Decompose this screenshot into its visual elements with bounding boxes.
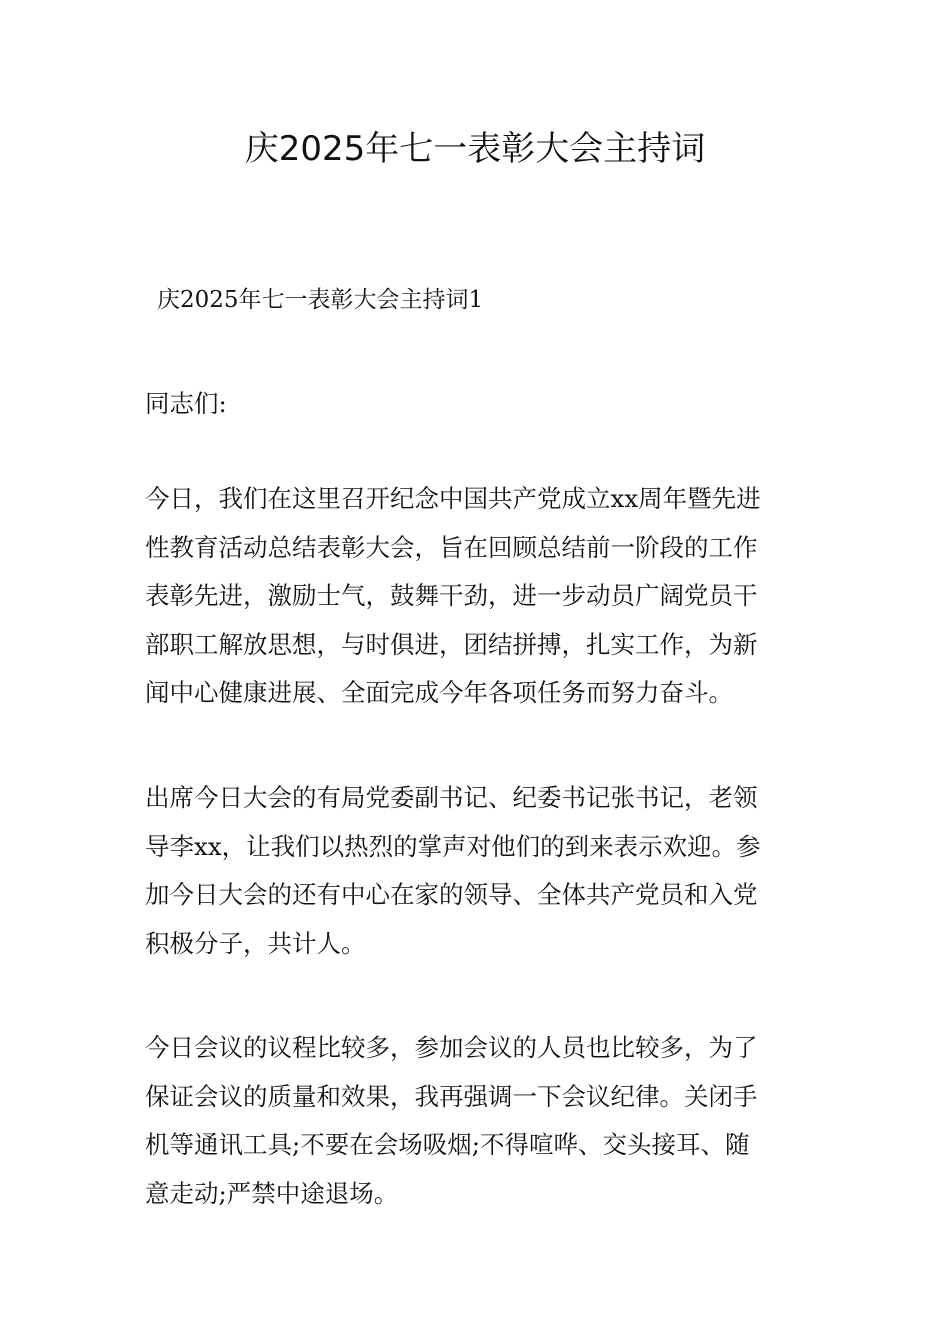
paragraph-line: 今日，我们在这里召开纪念中国共产党成立xx周年暨先进 bbox=[145, 484, 761, 513]
paragraph-line: 表彰先进，激励士气，鼓舞干劲，进一步动员广阔党员干 bbox=[145, 581, 758, 610]
paragraph-line: 性教育活动总结表彰大会，旨在回顾总结前一阶段的工作 bbox=[145, 532, 758, 562]
paragraph-line: 意走动;严禁中途退场。 bbox=[145, 1178, 399, 1208]
paragraph-line: 导李xx，让我们以热烈的掌声对他们的到来表示欢迎。参 bbox=[145, 831, 761, 861]
paragraph-2 bbox=[145, 774, 810, 968]
paragraph-line: 出席今日大会的有局党委副书记、纪委书记张书记，老领 bbox=[145, 783, 758, 812]
paragraph-line: 保证会议的质量和效果，我再强调一下会议纪律。关闭手 bbox=[145, 1081, 758, 1111]
section-subtitle: 庆2025年七一表彰大会主持词1 bbox=[157, 287, 484, 313]
paragraph-line: 机等通讯工具;不要在会场吸烟;不得喧哗、交头接耳、随 bbox=[145, 1130, 750, 1159]
paragraph-1 bbox=[145, 475, 810, 718]
paragraph-line: 部职工解放思想，与时俱进，团结拼搏，扎实工作，为新 bbox=[145, 629, 758, 659]
paragraph-line: 闻中心健康进展、全面完成今年各项任务而努力奋斗。 bbox=[145, 678, 733, 707]
paragraph-line: 今日会议的议程比较多，参加会议的人员也比较多，为了 bbox=[145, 1033, 758, 1062]
paragraph-3 bbox=[145, 1024, 810, 1218]
salutation: 同志们: bbox=[145, 389, 227, 418]
paragraph-line: 加今日大会的还有中心在家的领导、全体共产党员和入党 bbox=[145, 880, 758, 909]
document-title: 庆2025年七一表彰大会主持词 bbox=[244, 129, 706, 169]
paragraph-line: 积极分子，共计人。 bbox=[145, 928, 366, 958]
